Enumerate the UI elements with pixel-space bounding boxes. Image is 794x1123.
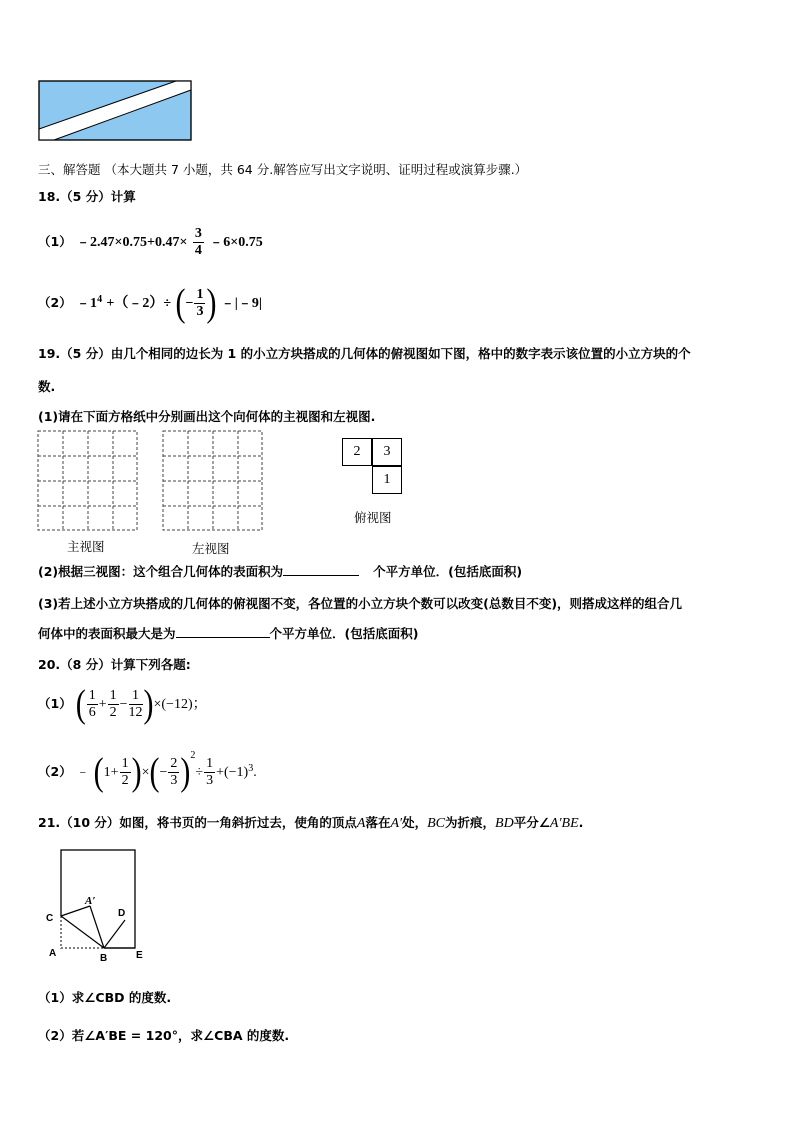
q18-p1-num: 3 <box>194 226 202 241</box>
q20-p2-lparen2: ( <box>149 750 160 794</box>
q18-part2 <box>38 281 262 325</box>
q18-p2-minus: − <box>185 296 194 311</box>
fig-label-E: E <box>136 950 143 961</box>
top-view-cell-3: 1 <box>372 466 402 494</box>
q18-p2-den: 3 <box>196 304 204 319</box>
q20-p2-rparen1: ) <box>131 750 142 794</box>
q20-p1-den2: 2 <box>109 705 117 720</box>
q21-head-Ap: A′ <box>390 816 403 831</box>
q20-p1-num3: 1 <box>129 688 143 705</box>
q21-heading <box>38 813 583 832</box>
q20-part1 <box>38 682 207 726</box>
q20-p2-div: ÷ <box>195 765 204 780</box>
q21-head-A: A <box>356 816 366 831</box>
q18-p1-label: （1） <box>38 234 72 249</box>
front-view-caption: 主视图 <box>67 539 105 554</box>
q20-p2-num3: 1 <box>206 756 214 771</box>
q20-part2 <box>38 750 257 794</box>
q20-p2-label: （2） <box>38 764 72 779</box>
left-view-grid <box>162 430 264 532</box>
q18-part1 <box>38 226 263 259</box>
q18-p2-rparen: ) <box>206 281 217 325</box>
fig-label-B: B <box>100 953 108 964</box>
q19-p2-answer-blank[interactable] <box>283 575 359 576</box>
q18-p1-fraction <box>193 226 204 259</box>
top-view-caption: 俯视图 <box>354 510 392 525</box>
left-view-caption: 左视图 <box>192 541 230 556</box>
q20-p1-num2: 1 <box>109 688 117 703</box>
q19-heading-cont: 数. <box>38 379 56 394</box>
q20-p2-frac2 <box>168 756 179 789</box>
fig-label-Ap: A′ <box>85 895 96 907</box>
fig-label-C: C <box>46 913 54 924</box>
q19-p2-text-a: (2)根据三视图：这个组合几何体的表面积为 <box>38 564 284 579</box>
fig-label-A: A <box>49 948 57 959</box>
q19-part3: (3)若上述小立方块搭成的几何体的俯视图不变，各位置的小立方块个数可以改变(总数目不变)，则搭成这样的组合几 <box>38 596 683 611</box>
q18-p1-expr-b: ﹣6×0.75 <box>209 235 263 250</box>
q19-part1: (1)请在下面方格纸中分别画出这个向何体的主视图和左视图. <box>38 409 376 424</box>
q20-p1-den3: 12 <box>128 705 143 720</box>
q20-p1-frac2 <box>108 688 119 721</box>
q18-p2-fraction <box>194 287 205 320</box>
q20-p2-one: 1+ <box>103 765 119 780</box>
top-view-cell-2: 3 <box>372 438 402 466</box>
q20-p2-times: × <box>141 765 150 780</box>
q19-p3-answer-blank[interactable] <box>176 637 270 638</box>
q21-head-ApBE: A′BE <box>549 816 579 831</box>
q18-p1-expr-a: ﹣2.47×0.75+0.47× <box>76 235 188 250</box>
q20-p1-rparen: ) <box>143 682 154 726</box>
q20-p2-tail: +(−1) <box>216 765 249 780</box>
q20-p1-lparen: ( <box>75 682 86 726</box>
q21-head-a: 21.（10 分）如图，将书页的一角斜折过去，使角的顶点 <box>38 815 357 830</box>
q19-p3-text-c: 个平方单位．(包括底面积) <box>269 626 419 641</box>
q20-p1-den1: 6 <box>88 705 96 720</box>
top-figure <box>38 80 194 142</box>
q20-p1-frac1 <box>87 688 98 721</box>
q18-p2-expr-c: ﹣|﹣9| <box>220 296 262 311</box>
q20-p2-minus-lead: ﹣ <box>75 765 90 780</box>
q20-p2-num2: 2 <box>170 756 178 771</box>
q18-p2-expr-b: +（﹣2）÷ <box>106 296 172 311</box>
q21-head-BC: BC <box>427 816 446 831</box>
q20-p1-frac3 <box>129 688 143 721</box>
q20-p2-den2: 3 <box>170 773 178 788</box>
q20-p2-den1: 2 <box>121 773 129 788</box>
section-heading: 三、解答题 （本大题共 7 小题，共 64 分.解答应写出文字说明、证明过程或演算步骤.） <box>38 162 528 177</box>
q20-p1-num1: 1 <box>88 688 96 703</box>
q20-p2-end: . <box>253 765 257 780</box>
q19-part2 <box>38 562 522 580</box>
q21-head-b: 落在 <box>365 815 391 830</box>
q19-p2-text-b: 个平方单位．(包括底面积) <box>373 564 523 579</box>
q18-p1-den: 4 <box>194 243 202 258</box>
q20-p2-frac3 <box>204 756 215 789</box>
front-view-grid <box>37 430 139 532</box>
q20-p1-minus: − <box>119 697 128 712</box>
q20-p2-den3: 3 <box>206 773 214 788</box>
q20-p2-num1: 1 <box>121 756 129 771</box>
q18-p2-num: 1 <box>196 287 204 302</box>
q21-head-e: 平分∠ <box>513 815 550 830</box>
fold-figure <box>40 846 150 966</box>
q20-p1-label: （1） <box>38 696 72 711</box>
q18-p2-exponent: 4 <box>97 293 103 305</box>
top-view-cell-1: 2 <box>342 438 372 466</box>
fig-label-D: D <box>118 908 126 919</box>
q20-p1-plus: + <box>98 697 107 712</box>
q21-head-BD: BD <box>495 816 514 831</box>
q20-p2-neg: − <box>159 765 168 780</box>
q19-part3-cont <box>38 624 418 642</box>
q21-head-f: . <box>578 815 584 830</box>
q20-p2-cube: 3 <box>248 762 254 774</box>
q20-p2-lparen1: ( <box>93 750 104 794</box>
q21-part1: （1）求∠CBD 的度数. <box>38 990 172 1005</box>
q20-p1-tail: ×(−12)； <box>153 697 207 712</box>
q20-p2-square: 2 <box>190 750 196 761</box>
q18-p2-label: （2） <box>38 295 72 310</box>
q21-part2: （2）若∠A′BE = 120°，求∠CBA 的度数. <box>38 1028 290 1043</box>
q19-heading: 19.（5 分）由几个相同的边长为 1 的小立方块搭成的几何体的俯视图如下图，格中的数字表示该位置的小立方块的个 <box>38 346 691 361</box>
q18-p2-lparen: ( <box>175 281 186 325</box>
q20-p2-rparen2: ) <box>180 750 191 794</box>
q18-p2-expr-a: ﹣1 <box>76 296 98 311</box>
q18-heading: 18.（5 分）计算 <box>38 189 136 204</box>
q21-head-d: 为折痕， <box>445 815 496 830</box>
q21-head-c: 处， <box>402 815 428 830</box>
q20-p2-frac1 <box>120 756 131 789</box>
q19-p3-text-b: 何体中的表面积最大是为 <box>38 626 176 641</box>
q20-heading: 20.（8 分）计算下列各题: <box>38 657 191 672</box>
